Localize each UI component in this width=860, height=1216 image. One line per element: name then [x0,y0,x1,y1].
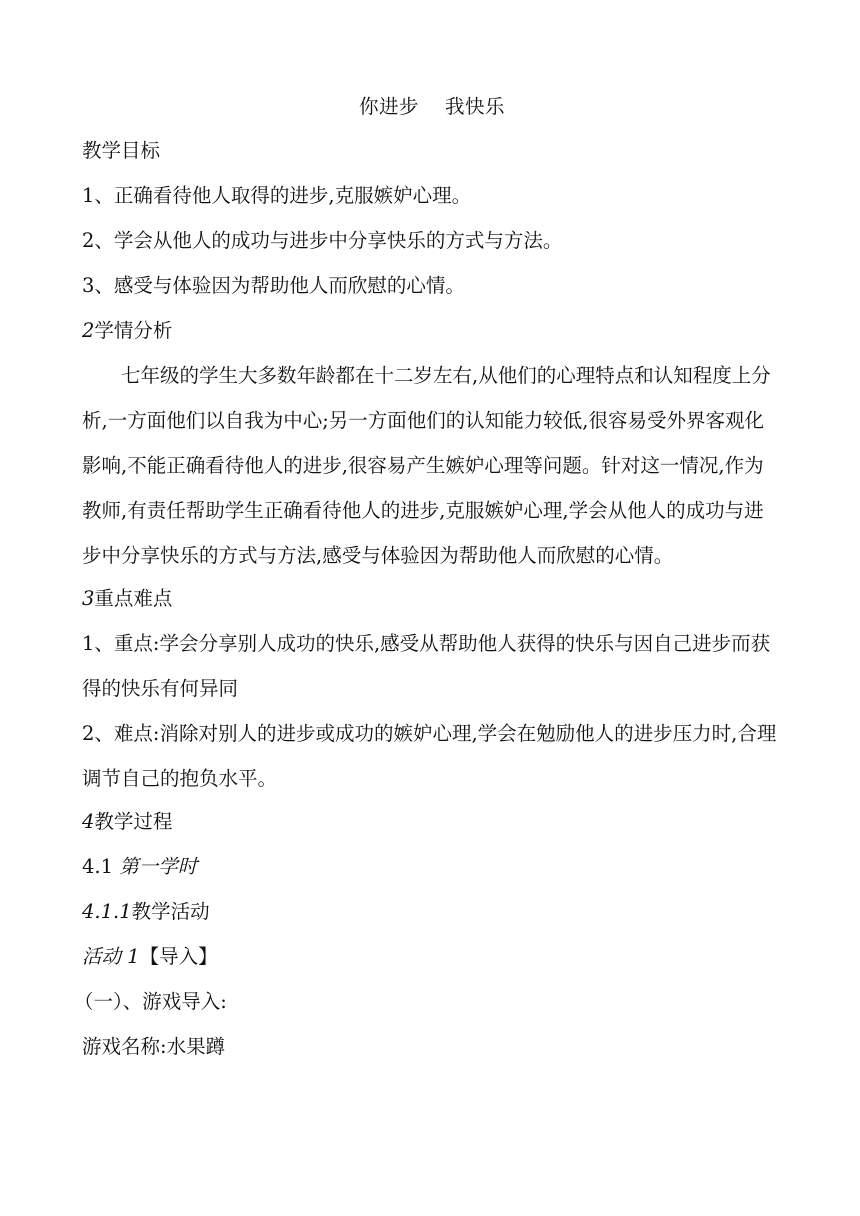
section-number: 3 [82,587,95,610]
activity-label: 【导入】 [139,945,218,968]
analysis-paragraph: 七年级的学生大多数年龄都在十二岁左右,从他们的心理特点和认知程度上分析,一方面他们以自我为中心;另一方面他们的认知能力较低,很容易受外界客观化影响,不能正确看待他人的进步,很容易产生嫉妒心理等问题。针对这一情况,作为教师,有责任帮助学生正确看待他人的进步,克服嫉妒心理,学会从他人的成功与进步中分享快乐的方式与方法,感受与体验因为帮助他人而欣慰的心情。 [82,364,771,567]
section-heading-process [82,805,782,839]
subsection-number: 4.1 [82,855,120,878]
section-heading-goals: 教学目标 [82,139,161,162]
goal-item-1: 1、正确看待他人取得的进步,克服嫉妒心理。 [82,184,472,207]
goal-item-3: 3、感受与体验因为帮助他人而欣慰的心情。 [82,274,465,297]
key-point-item: 1、重点:学会分享别人成功的快乐,感受从帮助他人获得的快乐与因自己进步而获得的快乐有何异同 [82,632,771,700]
subsection-heading-4-1 [82,850,782,884]
section-label: 学情分析 [94,319,173,342]
difficulty-item: 2、难点:消除对别人的进步或成功的嫉妒心理,学会在勉励他人的进步压力时,合理调节自己的抱负水平。 [82,722,777,790]
section-heading-keypoints [82,582,782,616]
document-body [74,90,782,1075]
title-part-2: 我快乐 [445,95,506,118]
section-number: 2 [82,319,95,342]
game-name-line: 游戏名称:水果蹲 [82,1035,226,1058]
section-number: 4 [82,810,95,833]
document-title [82,90,782,124]
activity-heading [82,940,782,974]
section-label: 重点难点 [94,587,173,610]
goal-item-2: 2、学会从他人的成功与进步中分享快乐的方式与方法。 [82,229,563,252]
game-intro-heading: （一）、游戏导入: [74,990,227,1013]
section-heading-analysis [82,314,782,348]
section-label: 教学过程 [94,810,173,833]
title-part-1: 你进步 [358,95,419,118]
subsection-number: 4.1.1 [82,900,132,923]
activity-number: 活动 1 [82,945,140,968]
subsection-heading-4-1-1 [82,895,782,929]
subsection-label: 第一学时 [119,855,198,878]
subsection-label: 教学活动 [131,900,210,923]
